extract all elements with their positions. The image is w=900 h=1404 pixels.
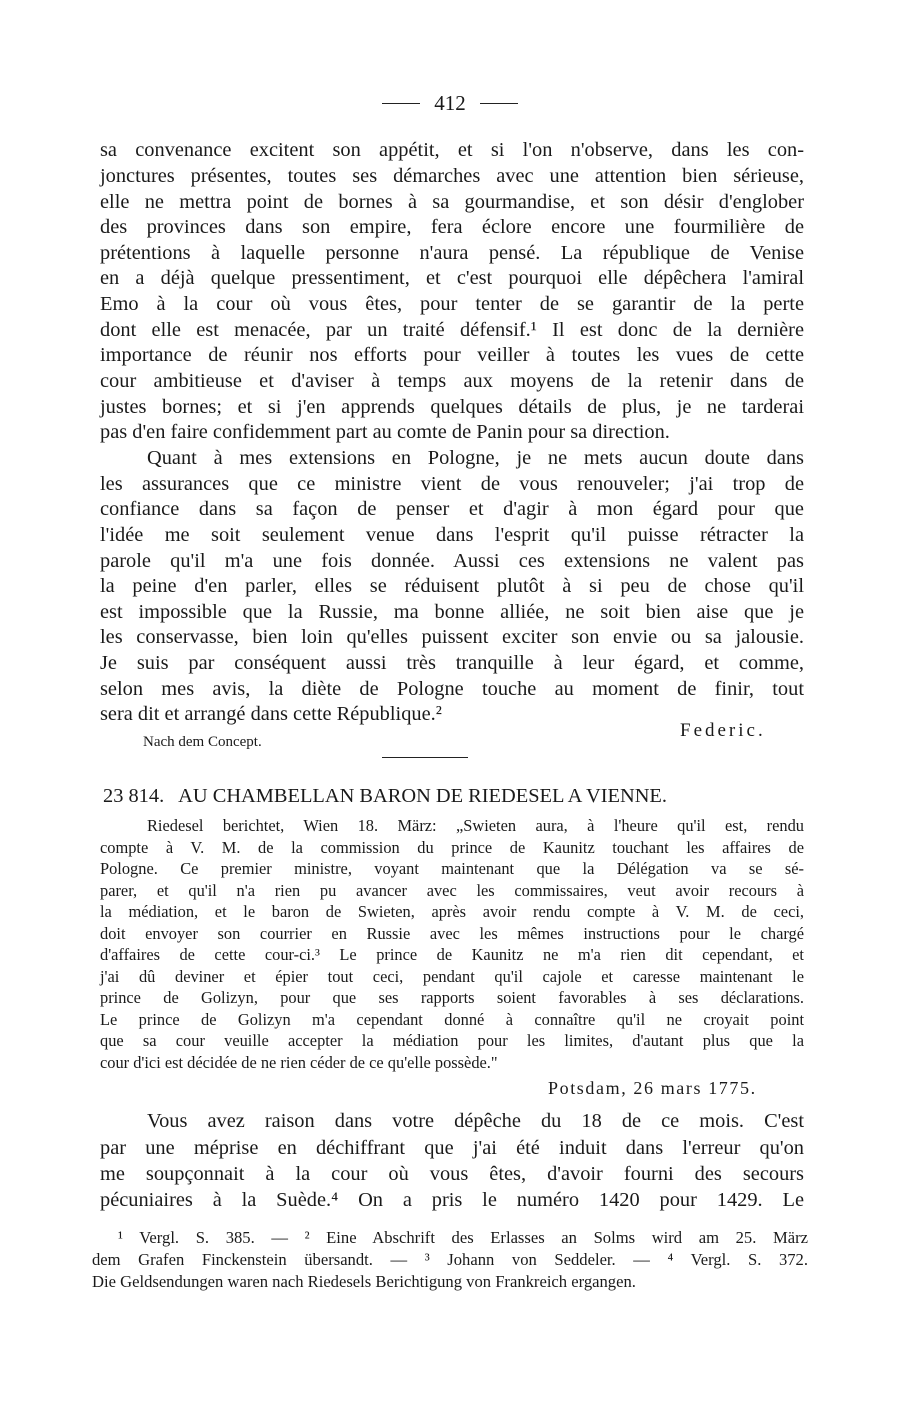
text-line: prétentions à laquelle personne n'aura pensé. La république de Venise [100, 242, 804, 264]
summary-line: Pologne. Ce premier ministre, voyant maintenant que la Délégation va se sé- [100, 859, 804, 878]
summary-line: Riedesel berichtet, Wien 18. März: „Swieten aura, à l'heure qu'il est, rendu [147, 816, 804, 835]
text-line: Vous avez raison dans votre dépêche du 18 de ce mois. C'est [147, 1110, 804, 1132]
text-line: l'idée me soit seulement venue dans l'esprit qu'il puisse rétracter la [100, 524, 804, 546]
text-line: les conservasse, bien loin qu'elles puissent exciter son envie ou sa jalousie. [100, 626, 804, 648]
letter-heading [103, 782, 803, 810]
header-dash-left [382, 103, 420, 104]
letter-title: AU CHAMBELLAN BARON DE RIEDESEL A VIENNE. [178, 785, 667, 807]
summary-line: cour d'ici est décidée de ne rien céder de ce qu'elle possède." [100, 1053, 498, 1072]
text-line: sera dit et arrangé dans cette République.² [100, 703, 442, 725]
summary-line: j'ai dû deviner et épier tout ceci, pendant qu'il cajole et caresse maintenant le [100, 967, 804, 986]
text-line: des provinces dans son empire, fera éclore encore une fourmilière de [100, 216, 804, 238]
text-line: en a déjà quelque pressentiment, et c'est pourquoi elle dépêchera l'amiral [100, 267, 804, 289]
text-line: pas d'en faire confidemment part au comte de Panin pour sa direction. [100, 421, 670, 443]
text-line: dont elle est menacée, par un traité défensif.¹ Il est donc de la dernière [100, 319, 804, 341]
text-line: Quant à mes extensions en Pologne, je ne mets aucun doute dans [147, 447, 804, 469]
letter-number: 23 814. [103, 785, 165, 807]
text-line: justes bornes; et si j'en apprends quelques détails de plus, je ne tarderai [100, 396, 804, 418]
text-line: par une méprise en déchiffrant que j'ai été induit dans l'erreur qu'on [100, 1137, 804, 1159]
text-line: me soupçonnait à la cour où vous êtes, d'avoir fourni des secours [100, 1163, 804, 1185]
page-header [0, 88, 900, 118]
text-line: jonctures présentes, toutes ses démarches avec une attention bien sérieuse, [100, 165, 804, 187]
footnote-line: Die Geldsendungen waren nach Riedesels Berichtigung von Frankreich ergangen. [92, 1272, 636, 1291]
text-line: parole qu'il m'a une fois donnée. Aussi ces extensions ne valent pas [100, 550, 804, 572]
text-line: elle ne mettra point de bornes à sa gourmandise, et son désir d'englober [100, 191, 804, 213]
text-line: la peine d'en parler, elles se réduisent plutôt à si peu de chose qu'il [100, 575, 804, 597]
text-line: Je suis par conséquent aussi très tranquille à leur égard, et comme, [100, 652, 804, 674]
text-line: importance de réunir nos efforts pour veiller à toutes les vues de cette [100, 344, 804, 366]
text-line: sa convenance excitent son appétit, et si l'on n'observe, dans les con- [100, 139, 804, 161]
summary-line: prince de Golizyn, pour que ses rapports soient favorables à ses déclarations. [100, 988, 804, 1007]
page-number: 412 [434, 90, 466, 115]
section-divider [382, 757, 468, 758]
summary-line: la médiation, et le baron de Swieten, après avoir rendu compte à V. M. de ceci, [100, 902, 804, 921]
summary-line: Le prince de Golizyn m'a cependant donné à connaître qu'il ne croyait point [100, 1010, 804, 1029]
summary-line: que sa cour veuille accepter la médiation pour les limites, d'autant plus que la [100, 1031, 804, 1050]
signature: Federic. [680, 720, 766, 741]
source-note: Nach dem Concept. [143, 734, 262, 750]
text-line: selon mes avis, la diète de Pologne touche au moment de finir, tout [100, 678, 804, 700]
footnote-line: dem Grafen Finckenstein übersandt. — ³ Johann von Seddeler. — ⁴ Vergl. S. 372. [92, 1250, 808, 1269]
text-line: cour ambitieuse et d'aviser à temps aux moyens de la retenir dans de [100, 370, 804, 392]
text-line: pécuniaires à la Suède.⁴ On a pris le numéro 1420 pour 1429. Le [100, 1189, 804, 1211]
summary-line: doit envoyer son courrier en Russie avec les mêmes instructions pour le chargé [100, 924, 804, 943]
dateline: Potsdam, 26 mars 1775. [548, 1078, 757, 1098]
summary-line: d'affaires de cette cour-ci.³ Le prince de Kaunitz ne m'a rien dit cependant, et [100, 945, 804, 964]
text-line: est impossible que la Russie, ma bonne alliée, ne soit bien aise que je [100, 601, 804, 623]
summary-line: compte à V. M. de la commission du prince de Kaunitz touchant les affaires de [100, 838, 804, 857]
footnote-line: ¹ Vergl. S. 385. — ² Eine Abschrift des Erlasses an Solms wird am 25. März [118, 1228, 808, 1247]
summary-line: parer, et qu'il n'a rien pu avancer avec les commissaires, veut avoir recours à [100, 881, 804, 900]
text-line: confiance dans sa façon de penser et d'agir à mon égard pour que [100, 498, 804, 520]
header-dash-right [480, 103, 518, 104]
text-line: Emo à la cour où vous êtes, pour tenter de se garantir de la perte [100, 293, 804, 315]
text-line: les assurances que ce ministre vient de vous renouveler; j'ai trop de [100, 473, 804, 495]
